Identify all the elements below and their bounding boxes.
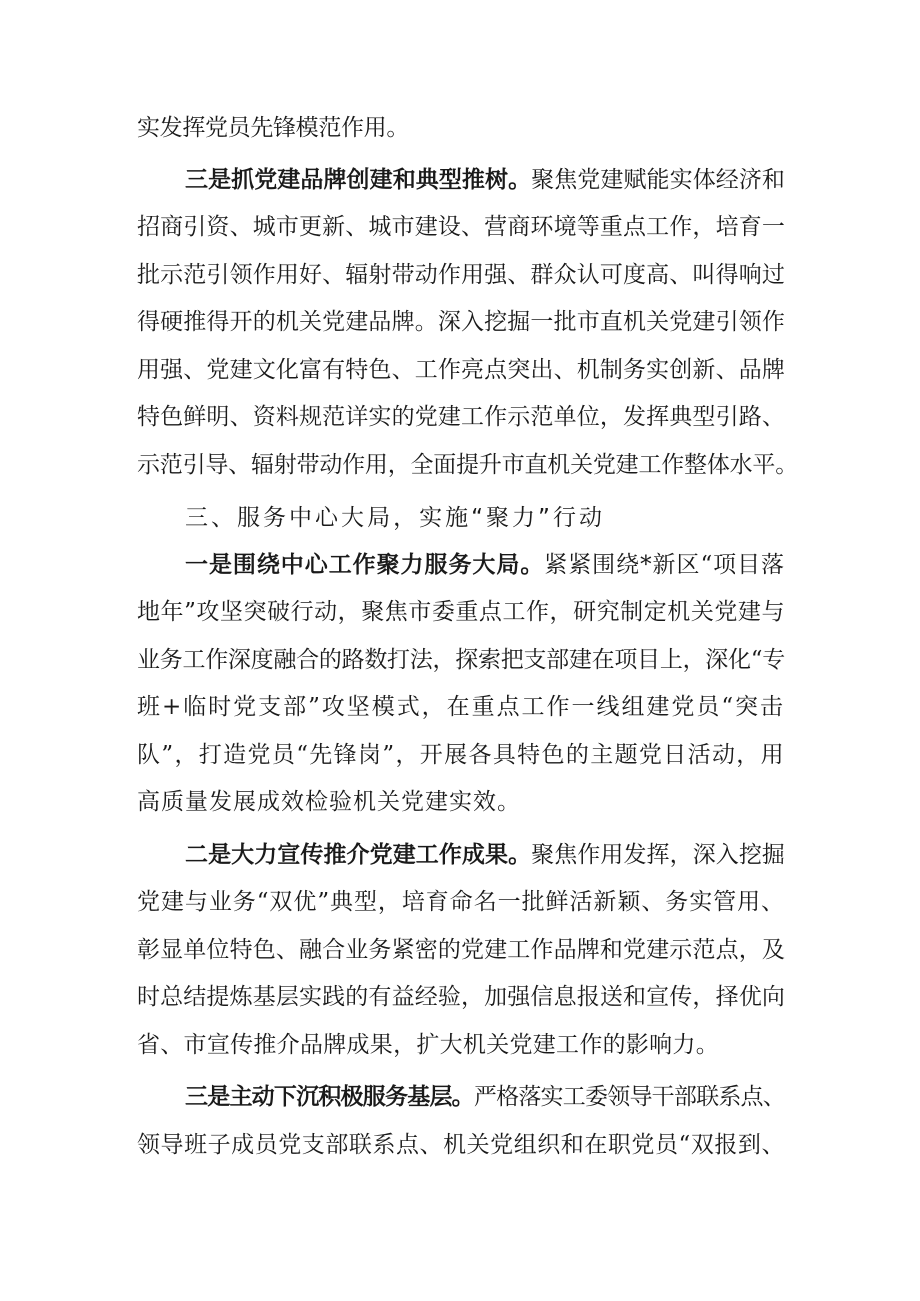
text-line [137,692,785,722]
body-text: 彰显单位特色、融合业务紧密的党建工作品牌和党建示范点，及 [137,937,785,963]
body-text: 业务工作深度融合的路数打法，探索把支部建在项目上，深化“专 [137,647,785,673]
text-line [137,887,785,917]
body-text: 实发挥党员先锋模范作用。 [137,115,410,141]
body-text: 班+临时党支部”攻坚模式，在重点工作一线组建党员“突击 [137,694,785,720]
body-text: 严格落实工委领导干部联系点、 [473,1084,786,1110]
text-line [185,165,785,195]
body-text: 高质量发展成效检验机关党建实效。 [137,789,521,815]
bold-lead-text: 三是抓党建品牌创建和典型推树。 [185,167,532,193]
text-line [137,113,409,143]
body-text: 党建与业务“双优”典型，培育命名一批鲜活新颖、务实管用、 [137,889,785,915]
body-text: 批示范引领作用好、辐射带动作用强、群众认可度高、叫得响过 [137,262,785,288]
text-line [137,982,785,1012]
text-line [137,402,785,432]
text-line [137,260,785,290]
text-line [185,503,605,533]
bold-lead-text: 一是围绕中心工作聚力服务大局。 [185,552,545,578]
text-line [137,597,785,627]
section-heading: 三、服务中心大局，实施“聚力”行动 [185,505,605,531]
body-text: 省、市宣传推介品牌成果，扩大机关党建工作的影响力。 [137,1032,719,1058]
body-text: 地年”攻坚突破行动，聚焦市委重点工作，研究制定机关党建与 [137,599,785,625]
text-line [137,787,521,817]
text-line [137,645,785,675]
text-line [137,212,785,242]
text-line [185,550,785,580]
body-text: 示范引导、辐射带动作用，全面提升市直机关党建工作整体水平。 [137,452,799,478]
body-text: 队”，打造党员“先锋岗”，开展各具特色的主题党日活动，用 [137,742,785,768]
text-line [137,740,785,770]
text-line [137,355,785,385]
text-line [185,840,785,870]
text-line [137,450,798,480]
text-line [137,1030,719,1060]
body-text: 用强、党建文化富有特色、工作亮点突出、机制务实创新、品牌 [137,357,785,383]
text-line [185,1082,785,1112]
body-text: 时总结提炼基层实践的有益经验，加强信息报送和宣传，择优向 [137,984,785,1010]
body-text: 聚焦作用发挥，深入挖掘 [531,842,786,868]
body-text: 聚焦党建赋能实体经济和 [531,167,786,193]
body-text: 招商引资、城市更新、城市建设、营商环境等重点工作，培育一 [137,214,785,240]
body-text: 得硬推得开的机关党建品牌。深入挖掘一批市直机关党建引领作 [137,309,785,335]
body-text: 特色鲜明、资料规范详实的党建工作示范单位，发挥典型引路、 [137,404,785,430]
text-line [137,1130,785,1160]
body-text: 紧紧围绕*新区“项目落 [544,552,786,578]
text-line [137,935,785,965]
bold-lead-text: 二是大力宣传推介党建工作成果。 [185,842,532,868]
bold-lead-text: 三是主动下沉积极服务基层。 [185,1084,474,1110]
text-line [137,307,785,337]
body-text: 领导班子成员党支部联系点、机关党组织和在职党员“双报到、 [137,1132,785,1158]
